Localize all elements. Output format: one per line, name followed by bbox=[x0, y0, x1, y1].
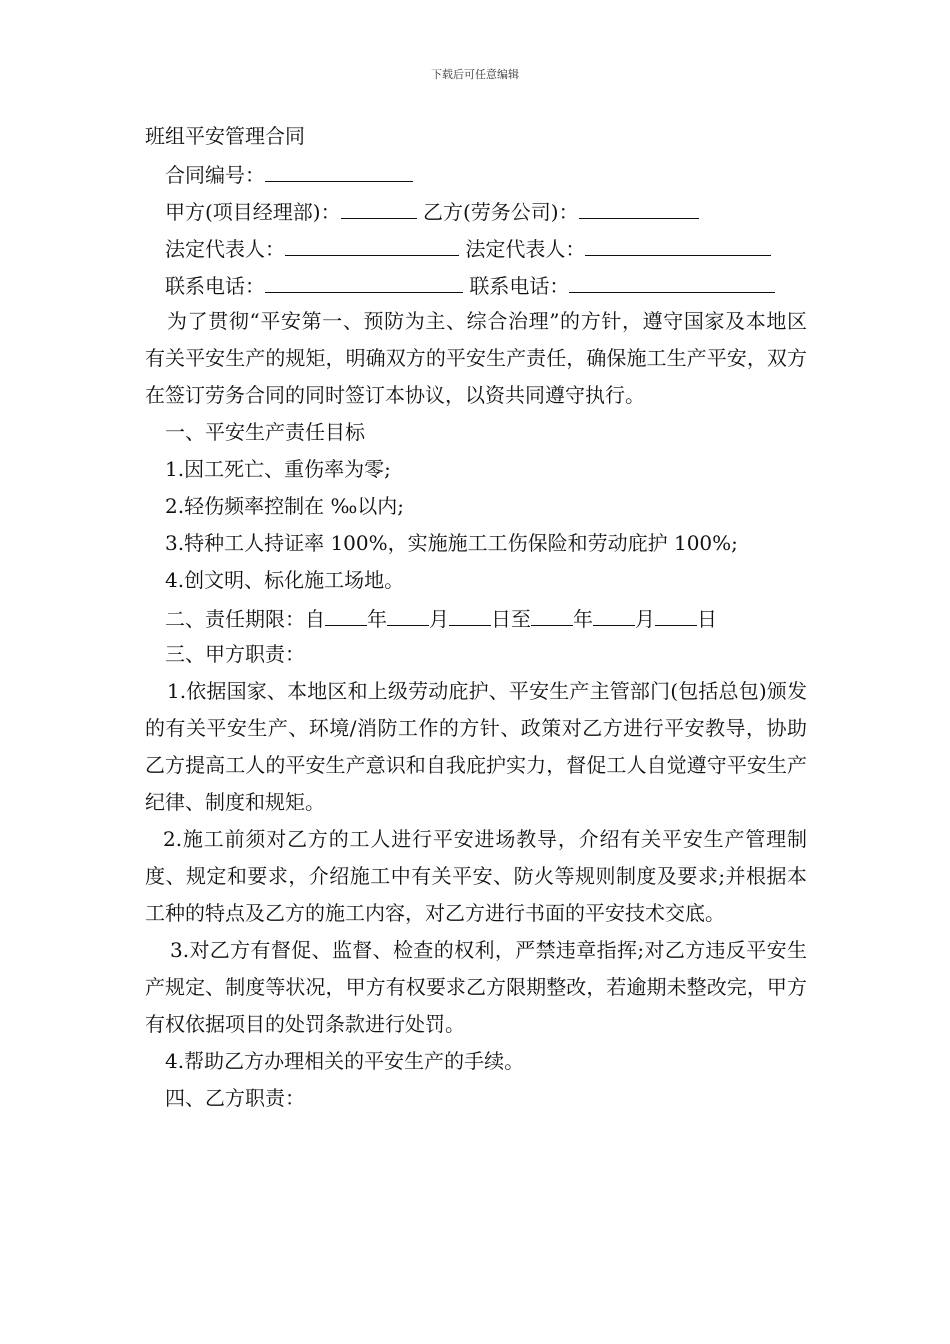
party-a-blank bbox=[341, 192, 417, 219]
intro-paragraph: 为了贯彻“平安第一、预防为主、综合治理”的方针，遵守国家及本地区有关平安生产的规矩，明确双方的平安生产责任，确保施工生产平安，双方在签订劳务合同的同时签订本协议，以资共同遵守执行。 bbox=[145, 309, 807, 407]
party-a-label: 甲方(项目经理部)： bbox=[165, 200, 341, 224]
term-blank bbox=[449, 599, 491, 626]
goal-item: 2.轻伤频率控制在 ‰以内; bbox=[165, 494, 405, 518]
goal-item: 4.创文明、标化施工场地。 bbox=[165, 568, 405, 592]
contract-number-line bbox=[145, 155, 807, 192]
term-day-to: 日至 bbox=[491, 607, 531, 631]
term-month-2: 月 bbox=[635, 607, 655, 631]
term-day-2: 日 bbox=[697, 607, 717, 631]
term-blank bbox=[531, 599, 573, 626]
term-blank bbox=[325, 599, 367, 626]
term-blank bbox=[593, 599, 635, 626]
goal-item: 3.特种工人持证率 100%，实施施工工伤保险和劳动庇护 100%; bbox=[165, 531, 738, 555]
party-b-label: 乙方(劳务公司)： bbox=[416, 200, 579, 224]
term-blank bbox=[387, 599, 429, 626]
phone-line bbox=[145, 266, 807, 303]
term-month-1: 月 bbox=[429, 607, 449, 631]
party-a-duty-paragraph: 2.施工前须对乙方的工人进行平安进场教导，介绍有关平安生产管理制度、规定和要求，介绍施工中有关平安、防火等规则制度及要求;并根据本工种的特点及乙方的施工内容，对乙方进行书面的平安技术交底。 bbox=[145, 827, 807, 925]
term-year-1: 年 bbox=[367, 607, 387, 631]
term-prefix: 二、责任期限：自 bbox=[165, 607, 325, 631]
legal-rep-a-label: 法定代表人： bbox=[165, 237, 285, 261]
document-title: 班组平安管理合同 bbox=[145, 124, 305, 148]
term-year-2: 年 bbox=[573, 607, 593, 631]
legal-rep-b-blank bbox=[585, 229, 771, 256]
section-1-title: 一、平安生产责任目标 bbox=[165, 420, 365, 444]
phone-a-blank bbox=[265, 266, 463, 293]
legal-rep-b-label: 法定代表人： bbox=[459, 237, 586, 261]
phone-a-label: 联系电话： bbox=[165, 274, 265, 298]
party-b-blank bbox=[579, 192, 699, 219]
party-a-duty-paragraph: 3.对乙方有督促、监督、检查的权利，严禁违章指挥;对乙方违反平安生产规定、制度等状况，甲方有权要求乙方限期整改，若逾期未整改完，甲方有权依据项目的处罚条款进行处罚。 bbox=[145, 938, 807, 1036]
term-blank bbox=[655, 599, 697, 626]
party-a-duty-paragraph: 4.帮助乙方办理相关的平安生产的手续。 bbox=[165, 1049, 525, 1073]
phone-b-blank bbox=[569, 266, 775, 293]
phone-b-label: 联系电话： bbox=[463, 274, 570, 298]
party-a-duty-paragraph: 1.依据国家、本地区和上级劳动庇护、平安生产主管部门(包括总包)颁发的有关平安生产、环境/消防工作的方针、政策对乙方进行平安教导，协助乙方提高工人的平安生产意识和自我庇护实力，督促工人自觉遵守平安生产纪律、制度和规矩。 bbox=[145, 679, 807, 814]
page-header: 下载后可任意编辑 bbox=[431, 68, 519, 81]
legal-rep-line bbox=[145, 229, 807, 266]
legal-rep-a-blank bbox=[285, 229, 459, 256]
section-4-title: 四、乙方职责： bbox=[165, 1086, 305, 1110]
contract-number-blank bbox=[265, 155, 413, 182]
document-body bbox=[145, 118, 807, 1117]
contract-number-label: 合同编号： bbox=[165, 163, 265, 187]
section-3-title: 三、甲方职责： bbox=[165, 642, 305, 666]
term-line bbox=[145, 599, 807, 636]
goal-item: 1.因工死亡、重伤率为零; bbox=[165, 457, 391, 481]
parties-line bbox=[145, 192, 807, 229]
